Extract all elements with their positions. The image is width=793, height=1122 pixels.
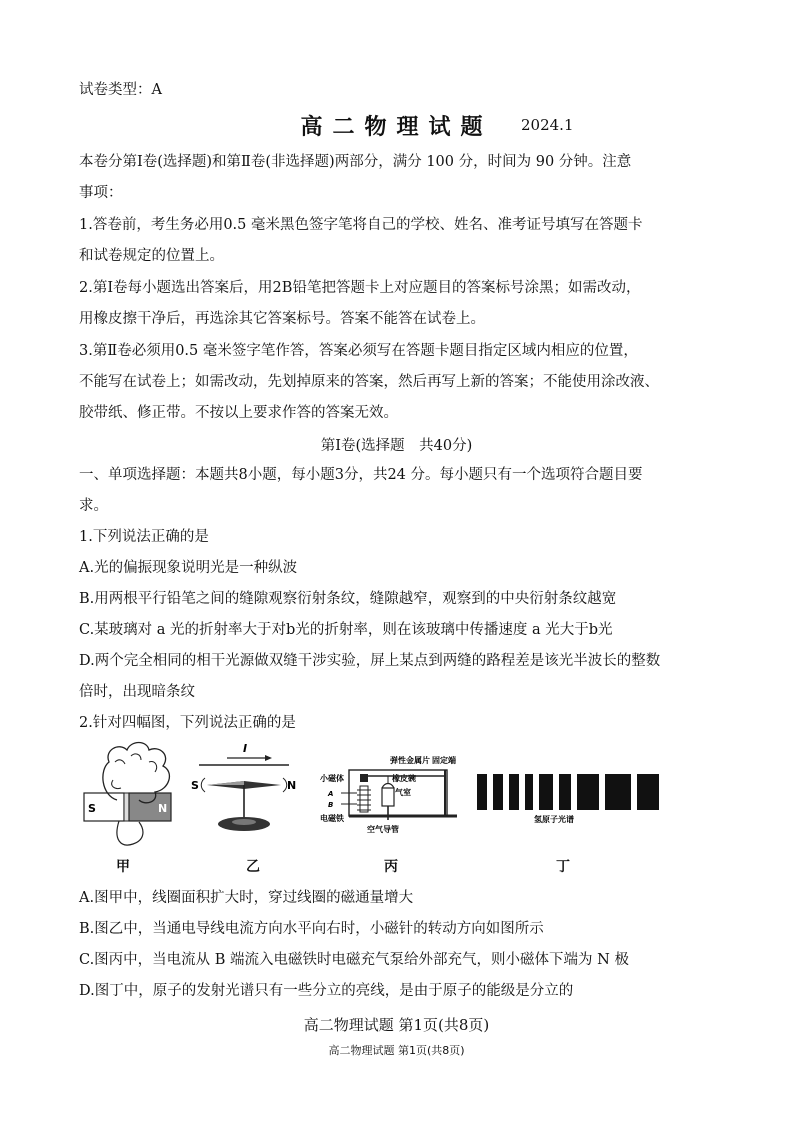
magnet-s-label: S [88, 802, 96, 815]
q1-option-a: A.光的偏振现象说明光是一种纵波 [79, 560, 298, 576]
spectrum-dark-band [559, 774, 571, 810]
caption-yi: 乙 [246, 859, 260, 875]
coil-windings [112, 754, 157, 789]
q2-option-a: A.图甲中，线圈面积扩大时，穿过线圈的磁通量增大 [79, 890, 414, 906]
rubber-bowl-label: 橡皮碗 [392, 774, 416, 783]
q1-option-d-cont: 倍时，出现暗条纹 [79, 684, 195, 700]
magnet-mid [124, 793, 129, 821]
needle-n-label: N [287, 779, 297, 792]
page-footer-small: 高二物理试题 第1页(共8页) [328, 1044, 465, 1057]
note-line-6: 不能写在试卷上；如需改动，先划掉原来的答案，然后再写上新的答案；不能使用涂改液、 [79, 374, 659, 390]
caption-bing: 丙 [384, 859, 398, 875]
point-a-label: A [328, 790, 334, 798]
point-b-label: B [328, 801, 334, 809]
figure-jia [84, 743, 171, 846]
spectrum-dark-band [509, 774, 519, 810]
figure-ding [477, 774, 659, 824]
paper-type: 试卷类型：A [79, 82, 162, 98]
current-arrowhead [265, 755, 272, 761]
spectrum-dark-band [605, 774, 631, 810]
part-one-line-2: 求。 [79, 498, 108, 514]
figure-yi [191, 742, 296, 831]
small-magnet-label: 小磁体 [320, 774, 344, 783]
part-one-line-1: 一、单项选择题：本题共8小题，每小题3分，共24 分。每小题只有一个选项符合题目要 [79, 467, 643, 483]
air-chamber [382, 788, 394, 806]
figure-bing [320, 755, 457, 834]
spectrum-dark-band [525, 774, 533, 810]
rubber-bowl [382, 784, 394, 789]
air-chamber-label: 气室 [395, 788, 411, 797]
spectrum-label: 氢原子光谱 [534, 815, 574, 824]
exam-title: 高二物理试题 [300, 115, 493, 140]
needle-highlight [207, 781, 244, 785]
intro-line-1: 本卷分第Ⅰ卷(选择题)和第Ⅱ卷(非选择题)两部分，满分 100 分，时间为 90 分钟。注意 [79, 154, 632, 170]
note-line-5: 3.第Ⅱ卷必须用0.5 毫米签字笔作答，答案必须写在答题卡题目指定区域内相应的位置， [79, 343, 638, 359]
spectrum-dark-band [539, 774, 553, 810]
spectrum-dark-band [637, 774, 659, 810]
note-line-1: 1.答卷前，考生务必用0.5 毫米黑色签字笔将自己的学校、姓名、准考证号填写在答题卡 [79, 217, 643, 233]
note-line-4: 用橡皮擦干净后，再选涂其它答案标号。答案不能答在试卷上。 [79, 311, 485, 327]
rotation-arrow-s [201, 778, 205, 792]
q2-option-b: B.图乙中，当通电导线电流方向水平向右时，小磁针的转动方向如图所示 [79, 921, 544, 937]
q2-figure [79, 740, 679, 880]
intro-line-2: 事项： [79, 185, 123, 201]
page-footer: 高二物理试题 第1页(共8页) [303, 1016, 490, 1034]
note-line-3: 2.第Ⅰ卷每小题选出答案后，用2B铅笔把答题卡上对应题目的答案标号涂黑；如需改动， [79, 280, 641, 296]
q2-option-c: C.图丙中，当电流从 B 端流入电磁铁时电磁充气泵给外部充气，则小磁体下端为 N 极 [79, 952, 629, 968]
elastic-plate-label: 弹性金属片 [390, 756, 430, 765]
magnet-n-label: N [158, 802, 168, 815]
fixed-end-label: 固定端 [432, 756, 456, 765]
q2-option-d: D.图丁中，原子的发射光谱只有一些分立的亮线，是由于原子的能级是分立的 [79, 983, 574, 999]
spectrum-dark-band [477, 774, 487, 810]
exam-title-block [0, 110, 793, 141]
q1-option-c: C.某玻璃对 a 光的折射率大于对b光的折射率，则在该玻璃中传播速度 a 光大于b光 [79, 622, 613, 638]
spectrum-dark-band [577, 774, 599, 810]
section-title: 第Ⅰ卷(选择题 共40分) [320, 438, 473, 454]
caption-jia: 甲 [116, 859, 130, 875]
coil-lower [117, 821, 143, 845]
exam-date: 2024.1 [521, 116, 574, 134]
caption-ding: 丁 [556, 859, 570, 875]
electromagnet-label: 电磁铁 [320, 814, 344, 823]
compass-base-top [232, 819, 256, 825]
q2-stem: 2.针对四幅图，下列说法正确的是 [79, 715, 296, 731]
needle-s-label: S [191, 779, 199, 792]
q1-stem: 1.下列说法正确的是 [79, 529, 209, 545]
air-tube-label: 空气导管 [367, 825, 399, 834]
small-magnet [360, 774, 368, 782]
note-line-7: 胶带纸、修正带。不按以上要求作答的答案无效。 [79, 405, 398, 421]
note-line-2: 和试卷规定的位置上。 [79, 248, 224, 264]
q1-option-b: B.用两根平行铅笔之间的缝隙观察衍射条纹，缝隙越窄，观察到的中央衍射条纹越宽 [79, 591, 617, 607]
q1-option-d: D.两个完全相同的相干光源做双缝干涉实验，屏上某点到两缝的路程差是该光半波长的整数 [79, 653, 661, 669]
spectrum-dark-band [493, 774, 503, 810]
current-label: I [243, 742, 248, 755]
